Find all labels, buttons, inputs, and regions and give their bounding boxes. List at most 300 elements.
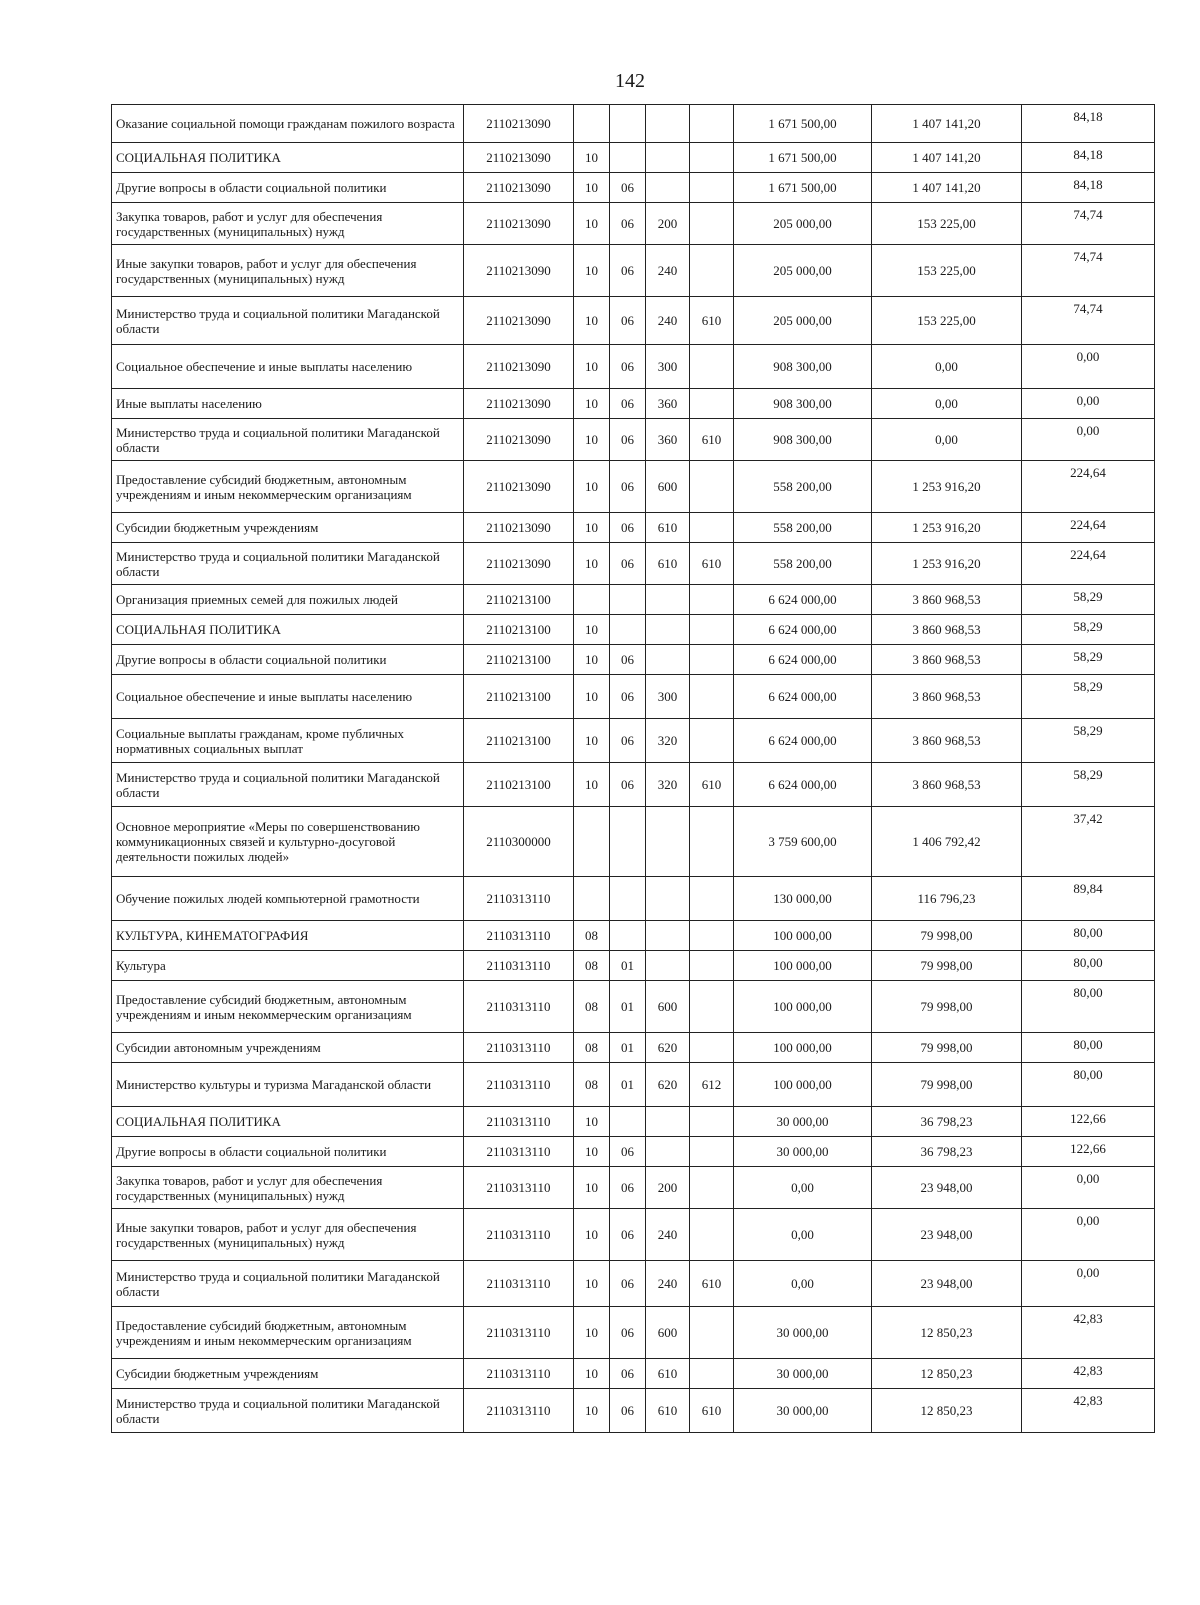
cell-expense-type: 320 [646, 719, 690, 763]
cell-target-code: 2110313110 [464, 1063, 574, 1107]
cell-actual: 153 225,00 [872, 245, 1022, 297]
cell-percent: 58,29 [1022, 585, 1155, 615]
cell-section: 10 [574, 763, 610, 807]
cell-section: 10 [574, 389, 610, 419]
cell-administrator [690, 807, 734, 877]
cell-name: Оказание социальной помощи гражданам пожилого возраста [112, 105, 464, 143]
cell-section: 10 [574, 1107, 610, 1137]
cell-planned: 6 624 000,00 [734, 719, 872, 763]
cell-percent: 80,00 [1022, 1033, 1155, 1063]
cell-expense-type [646, 1137, 690, 1167]
cell-name: Социальное обеспечение и иные выплаты населению [112, 675, 464, 719]
cell-target-code: 2110313110 [464, 1359, 574, 1389]
cell-percent: 80,00 [1022, 981, 1155, 1033]
cell-administrator [690, 645, 734, 675]
cell-percent: 74,74 [1022, 297, 1155, 345]
table-row [112, 389, 1155, 419]
cell-percent: 58,29 [1022, 763, 1155, 807]
cell-planned: 1 671 500,00 [734, 143, 872, 173]
cell-target-code: 2110313110 [464, 1307, 574, 1359]
cell-expense-type: 600 [646, 981, 690, 1033]
cell-name: Министерство труда и социальной политики Магаданской области [112, 763, 464, 807]
cell-target-code: 2110213090 [464, 143, 574, 173]
cell-section: 08 [574, 981, 610, 1033]
cell-planned: 6 624 000,00 [734, 645, 872, 675]
cell-subsection: 06 [610, 245, 646, 297]
cell-name: Культура [112, 951, 464, 981]
cell-expense-type [646, 585, 690, 615]
cell-administrator [690, 245, 734, 297]
cell-section: 10 [574, 203, 610, 245]
cell-planned: 30 000,00 [734, 1107, 872, 1137]
cell-name: Министерство труда и социальной политики Магаданской области [112, 297, 464, 345]
cell-expense-type: 600 [646, 1307, 690, 1359]
cell-subsection: 06 [610, 675, 646, 719]
cell-section: 10 [574, 1209, 610, 1261]
cell-name: СОЦИАЛЬНАЯ ПОЛИТИКА [112, 615, 464, 645]
cell-subsection: 06 [610, 719, 646, 763]
cell-subsection [610, 615, 646, 645]
table-row [112, 419, 1155, 461]
cell-percent: 0,00 [1022, 1261, 1155, 1307]
cell-administrator [690, 1307, 734, 1359]
cell-subsection: 06 [610, 203, 646, 245]
table-row [112, 877, 1155, 921]
cell-actual: 79 998,00 [872, 981, 1022, 1033]
cell-section: 10 [574, 1167, 610, 1209]
cell-actual: 1 407 141,20 [872, 143, 1022, 173]
cell-name: Предоставление субсидий бюджетным, автономным учреждениям и иным некоммерческим организациям [112, 981, 464, 1033]
cell-section [574, 877, 610, 921]
cell-subsection: 06 [610, 763, 646, 807]
cell-section: 10 [574, 719, 610, 763]
cell-administrator [690, 513, 734, 543]
cell-subsection: 06 [610, 345, 646, 389]
cell-percent: 80,00 [1022, 1063, 1155, 1107]
cell-percent: 0,00 [1022, 345, 1155, 389]
cell-subsection [610, 877, 646, 921]
cell-actual: 3 860 968,53 [872, 675, 1022, 719]
cell-percent: 42,83 [1022, 1389, 1155, 1433]
cell-expense-type: 300 [646, 675, 690, 719]
cell-administrator [690, 389, 734, 419]
cell-subsection [610, 1107, 646, 1137]
cell-name: Основное мероприятие «Меры по совершенствованию коммуникационных связей и культурно-досуговой деятельности пожилых людей» [112, 807, 464, 877]
cell-actual: 0,00 [872, 419, 1022, 461]
cell-administrator: 610 [690, 297, 734, 345]
table-row [112, 345, 1155, 389]
cell-subsection: 06 [610, 645, 646, 675]
cell-section: 10 [574, 297, 610, 345]
cell-target-code: 2110213090 [464, 461, 574, 513]
cell-subsection [610, 105, 646, 143]
cell-expense-type [646, 951, 690, 981]
table-body [112, 105, 1155, 1433]
cell-planned: 3 759 600,00 [734, 807, 872, 877]
table-row [112, 981, 1155, 1033]
cell-target-code: 2110213090 [464, 345, 574, 389]
cell-target-code: 2110313110 [464, 1261, 574, 1307]
cell-planned: 100 000,00 [734, 1063, 872, 1107]
cell-percent: 0,00 [1022, 389, 1155, 419]
cell-section: 10 [574, 1359, 610, 1389]
cell-subsection: 06 [610, 1167, 646, 1209]
cell-name: СОЦИАЛЬНАЯ ПОЛИТИКА [112, 1107, 464, 1137]
table-row [112, 173, 1155, 203]
cell-target-code: 2110313110 [464, 1389, 574, 1433]
cell-expense-type: 240 [646, 1209, 690, 1261]
table-row [112, 1167, 1155, 1209]
cell-name: Другие вопросы в области социальной политики [112, 1137, 464, 1167]
cell-percent: 58,29 [1022, 645, 1155, 675]
cell-planned: 908 300,00 [734, 419, 872, 461]
cell-administrator [690, 1209, 734, 1261]
cell-target-code: 2110213100 [464, 615, 574, 645]
cell-expense-type [646, 877, 690, 921]
cell-actual: 3 860 968,53 [872, 763, 1022, 807]
cell-planned: 0,00 [734, 1261, 872, 1307]
cell-percent: 42,83 [1022, 1307, 1155, 1359]
cell-subsection: 06 [610, 1359, 646, 1389]
cell-percent: 37,42 [1022, 807, 1155, 877]
cell-administrator [690, 143, 734, 173]
table-row [112, 143, 1155, 173]
table-row [112, 763, 1155, 807]
cell-expense-type: 240 [646, 245, 690, 297]
cell-target-code: 2110313110 [464, 877, 574, 921]
cell-name: Закупка товаров, работ и услуг для обеспечения государственных (муниципальных) нужд [112, 203, 464, 245]
cell-planned: 205 000,00 [734, 203, 872, 245]
cell-planned: 205 000,00 [734, 245, 872, 297]
cell-administrator [690, 615, 734, 645]
cell-name: Социальное обеспечение и иные выплаты населению [112, 345, 464, 389]
cell-target-code: 2110313110 [464, 1033, 574, 1063]
cell-administrator: 610 [690, 1389, 734, 1433]
cell-planned: 558 200,00 [734, 461, 872, 513]
cell-subsection: 01 [610, 981, 646, 1033]
cell-section [574, 105, 610, 143]
cell-administrator [690, 1359, 734, 1389]
cell-target-code: 2110300000 [464, 807, 574, 877]
cell-actual: 79 998,00 [872, 1063, 1022, 1107]
cell-expense-type [646, 615, 690, 645]
cell-subsection: 06 [610, 173, 646, 203]
cell-planned: 130 000,00 [734, 877, 872, 921]
cell-target-code: 2110313110 [464, 951, 574, 981]
cell-actual: 23 948,00 [872, 1209, 1022, 1261]
cell-actual: 0,00 [872, 345, 1022, 389]
cell-target-code: 2110213090 [464, 245, 574, 297]
cell-expense-type: 610 [646, 1359, 690, 1389]
cell-expense-type: 610 [646, 513, 690, 543]
cell-subsection: 01 [610, 1063, 646, 1107]
cell-target-code: 2110313110 [464, 1137, 574, 1167]
cell-subsection: 06 [610, 297, 646, 345]
table-row [112, 615, 1155, 645]
cell-name: Министерство труда и социальной политики Магаданской области [112, 419, 464, 461]
cell-actual: 153 225,00 [872, 297, 1022, 345]
cell-section: 10 [574, 1389, 610, 1433]
cell-subsection: 06 [610, 461, 646, 513]
cell-actual: 12 850,23 [872, 1307, 1022, 1359]
cell-section [574, 807, 610, 877]
cell-target-code: 2110313110 [464, 981, 574, 1033]
cell-expense-type: 240 [646, 1261, 690, 1307]
cell-administrator [690, 675, 734, 719]
table-row [112, 297, 1155, 345]
cell-section: 10 [574, 173, 610, 203]
cell-expense-type: 300 [646, 345, 690, 389]
cell-actual: 153 225,00 [872, 203, 1022, 245]
cell-expense-type [646, 1107, 690, 1137]
cell-name: Предоставление субсидий бюджетным, автономным учреждениям и иным некоммерческим организациям [112, 461, 464, 513]
cell-expense-type: 360 [646, 419, 690, 461]
cell-actual: 0,00 [872, 389, 1022, 419]
cell-name: Организация приемных семей для пожилых людей [112, 585, 464, 615]
cell-section: 10 [574, 461, 610, 513]
cell-subsection: 06 [610, 389, 646, 419]
cell-target-code: 2110213090 [464, 203, 574, 245]
cell-section: 10 [574, 645, 610, 675]
cell-administrator [690, 921, 734, 951]
cell-section: 10 [574, 419, 610, 461]
budget-execution-table [111, 104, 1155, 1433]
cell-target-code: 2110213090 [464, 173, 574, 203]
cell-actual: 1 407 141,20 [872, 105, 1022, 143]
cell-target-code: 2110313110 [464, 1209, 574, 1261]
cell-target-code: 2110213090 [464, 543, 574, 585]
cell-section: 10 [574, 1307, 610, 1359]
cell-target-code: 2110213090 [464, 513, 574, 543]
cell-subsection: 06 [610, 513, 646, 543]
table-row [112, 951, 1155, 981]
cell-actual: 36 798,23 [872, 1107, 1022, 1137]
cell-administrator [690, 105, 734, 143]
cell-expense-type: 610 [646, 543, 690, 585]
cell-planned: 30 000,00 [734, 1359, 872, 1389]
cell-name: Иные закупки товаров, работ и услуг для обеспечения государственных (муниципальных) нужд [112, 1209, 464, 1261]
cell-administrator [690, 951, 734, 981]
cell-percent: 58,29 [1022, 675, 1155, 719]
cell-target-code: 2110213100 [464, 675, 574, 719]
table-row [112, 1307, 1155, 1359]
cell-subsection: 06 [610, 1137, 646, 1167]
cell-subsection: 06 [610, 1209, 646, 1261]
table-row [112, 105, 1155, 143]
cell-actual: 3 860 968,53 [872, 645, 1022, 675]
cell-administrator [690, 173, 734, 203]
cell-percent: 80,00 [1022, 921, 1155, 951]
cell-actual: 1 253 916,20 [872, 513, 1022, 543]
cell-percent: 0,00 [1022, 1167, 1155, 1209]
cell-name: Обучение пожилых людей компьютерной грамотности [112, 877, 464, 921]
table-row [112, 807, 1155, 877]
cell-expense-type: 610 [646, 1389, 690, 1433]
cell-actual: 79 998,00 [872, 1033, 1022, 1063]
cell-administrator [690, 1137, 734, 1167]
cell-planned: 908 300,00 [734, 389, 872, 419]
cell-percent: 80,00 [1022, 951, 1155, 981]
cell-target-code: 2110213090 [464, 105, 574, 143]
cell-target-code: 2110213090 [464, 389, 574, 419]
cell-target-code: 2110213100 [464, 719, 574, 763]
cell-percent: 84,18 [1022, 143, 1155, 173]
cell-section: 08 [574, 951, 610, 981]
cell-section: 10 [574, 345, 610, 389]
cell-administrator [690, 203, 734, 245]
cell-percent: 0,00 [1022, 419, 1155, 461]
cell-section: 08 [574, 1033, 610, 1063]
cell-planned: 100 000,00 [734, 1033, 872, 1063]
cell-actual: 1 253 916,20 [872, 543, 1022, 585]
table-row [112, 1107, 1155, 1137]
cell-actual: 1 407 141,20 [872, 173, 1022, 203]
cell-actual: 3 860 968,53 [872, 585, 1022, 615]
cell-planned: 6 624 000,00 [734, 763, 872, 807]
cell-planned: 30 000,00 [734, 1307, 872, 1359]
cell-planned: 0,00 [734, 1167, 872, 1209]
cell-expense-type: 360 [646, 389, 690, 419]
cell-planned: 30 000,00 [734, 1137, 872, 1167]
cell-actual: 36 798,23 [872, 1137, 1022, 1167]
cell-actual: 1 253 916,20 [872, 461, 1022, 513]
table-row [112, 543, 1155, 585]
cell-actual: 12 850,23 [872, 1359, 1022, 1389]
cell-subsection: 06 [610, 1261, 646, 1307]
cell-section: 10 [574, 1261, 610, 1307]
cell-percent: 58,29 [1022, 719, 1155, 763]
cell-percent: 224,64 [1022, 461, 1155, 513]
cell-expense-type [646, 807, 690, 877]
cell-administrator [690, 1107, 734, 1137]
cell-expense-type: 240 [646, 297, 690, 345]
cell-section: 10 [574, 1137, 610, 1167]
cell-section: 08 [574, 1063, 610, 1107]
cell-planned: 558 200,00 [734, 543, 872, 585]
cell-section: 10 [574, 615, 610, 645]
cell-percent: 42,83 [1022, 1359, 1155, 1389]
cell-percent: 224,64 [1022, 543, 1155, 585]
cell-target-code: 2110313110 [464, 1107, 574, 1137]
cell-administrator: 610 [690, 1261, 734, 1307]
cell-administrator [690, 1033, 734, 1063]
cell-planned: 100 000,00 [734, 981, 872, 1033]
cell-planned: 30 000,00 [734, 1389, 872, 1433]
cell-section: 10 [574, 143, 610, 173]
cell-expense-type [646, 645, 690, 675]
cell-planned: 6 624 000,00 [734, 615, 872, 645]
cell-name: Субсидии автономным учреждениям [112, 1033, 464, 1063]
cell-section: 10 [574, 513, 610, 543]
cell-actual: 79 998,00 [872, 921, 1022, 951]
table-row [112, 1063, 1155, 1107]
cell-target-code: 2110213100 [464, 645, 574, 675]
table-row [112, 203, 1155, 245]
cell-name: Субсидии бюджетным учреждениям [112, 513, 464, 543]
cell-planned: 1 671 500,00 [734, 105, 872, 143]
cell-planned: 0,00 [734, 1209, 872, 1261]
table-row [112, 1137, 1155, 1167]
cell-section: 08 [574, 921, 610, 951]
table-row [112, 245, 1155, 297]
cell-percent: 58,29 [1022, 615, 1155, 645]
cell-subsection [610, 143, 646, 173]
cell-percent: 84,18 [1022, 105, 1155, 143]
cell-actual: 3 860 968,53 [872, 719, 1022, 763]
cell-planned: 100 000,00 [734, 921, 872, 951]
cell-expense-type [646, 105, 690, 143]
cell-expense-type: 620 [646, 1033, 690, 1063]
cell-expense-type: 600 [646, 461, 690, 513]
cell-subsection: 01 [610, 1033, 646, 1063]
cell-subsection: 01 [610, 951, 646, 981]
cell-subsection: 06 [610, 419, 646, 461]
cell-percent: 89,84 [1022, 877, 1155, 921]
table-row [112, 719, 1155, 763]
table-row [112, 645, 1155, 675]
cell-percent: 122,66 [1022, 1107, 1155, 1137]
cell-section: 10 [574, 245, 610, 297]
cell-section [574, 585, 610, 615]
cell-percent: 74,74 [1022, 203, 1155, 245]
cell-administrator [690, 1167, 734, 1209]
cell-name: Другие вопросы в области социальной политики [112, 645, 464, 675]
cell-name: СОЦИАЛЬНАЯ ПОЛИТИКА [112, 143, 464, 173]
cell-administrator: 610 [690, 419, 734, 461]
table-row [112, 921, 1155, 951]
cell-actual: 1 406 792,42 [872, 807, 1022, 877]
cell-percent: 84,18 [1022, 173, 1155, 203]
cell-name: Социальные выплаты гражданам, кроме публичных нормативных социальных выплат [112, 719, 464, 763]
table-row [112, 1033, 1155, 1063]
cell-section: 10 [574, 675, 610, 719]
cell-name: Министерство культуры и туризма Магаданской области [112, 1063, 464, 1107]
cell-expense-type: 200 [646, 1167, 690, 1209]
table-row [112, 1209, 1155, 1261]
cell-expense-type: 620 [646, 1063, 690, 1107]
table-row [112, 513, 1155, 543]
cell-administrator [690, 345, 734, 389]
cell-name: Министерство труда и социальной политики Магаданской области [112, 1261, 464, 1307]
cell-target-code: 2110313110 [464, 921, 574, 951]
cell-name: Предоставление субсидий бюджетным, автономным учреждениям и иным некоммерческим организациям [112, 1307, 464, 1359]
cell-subsection: 06 [610, 1389, 646, 1433]
cell-name: Иные выплаты населению [112, 389, 464, 419]
cell-planned: 205 000,00 [734, 297, 872, 345]
cell-expense-type: 320 [646, 763, 690, 807]
cell-name: Министерство труда и социальной политики Магаданской области [112, 1389, 464, 1433]
cell-subsection [610, 921, 646, 951]
cell-expense-type [646, 173, 690, 203]
cell-subsection [610, 585, 646, 615]
cell-planned: 6 624 000,00 [734, 585, 872, 615]
cell-expense-type [646, 921, 690, 951]
cell-target-code: 2110213100 [464, 763, 574, 807]
cell-name: Министерство труда и социальной политики Магаданской области [112, 543, 464, 585]
cell-administrator: 610 [690, 763, 734, 807]
cell-planned: 558 200,00 [734, 513, 872, 543]
cell-target-code: 2110213090 [464, 297, 574, 345]
cell-percent: 0,00 [1022, 1209, 1155, 1261]
cell-percent: 224,64 [1022, 513, 1155, 543]
cell-name: Субсидии бюджетным учреждениям [112, 1359, 464, 1389]
cell-section: 10 [574, 543, 610, 585]
cell-subsection [610, 807, 646, 877]
cell-percent: 122,66 [1022, 1137, 1155, 1167]
table-row [112, 675, 1155, 719]
cell-administrator: 610 [690, 543, 734, 585]
cell-administrator: 612 [690, 1063, 734, 1107]
